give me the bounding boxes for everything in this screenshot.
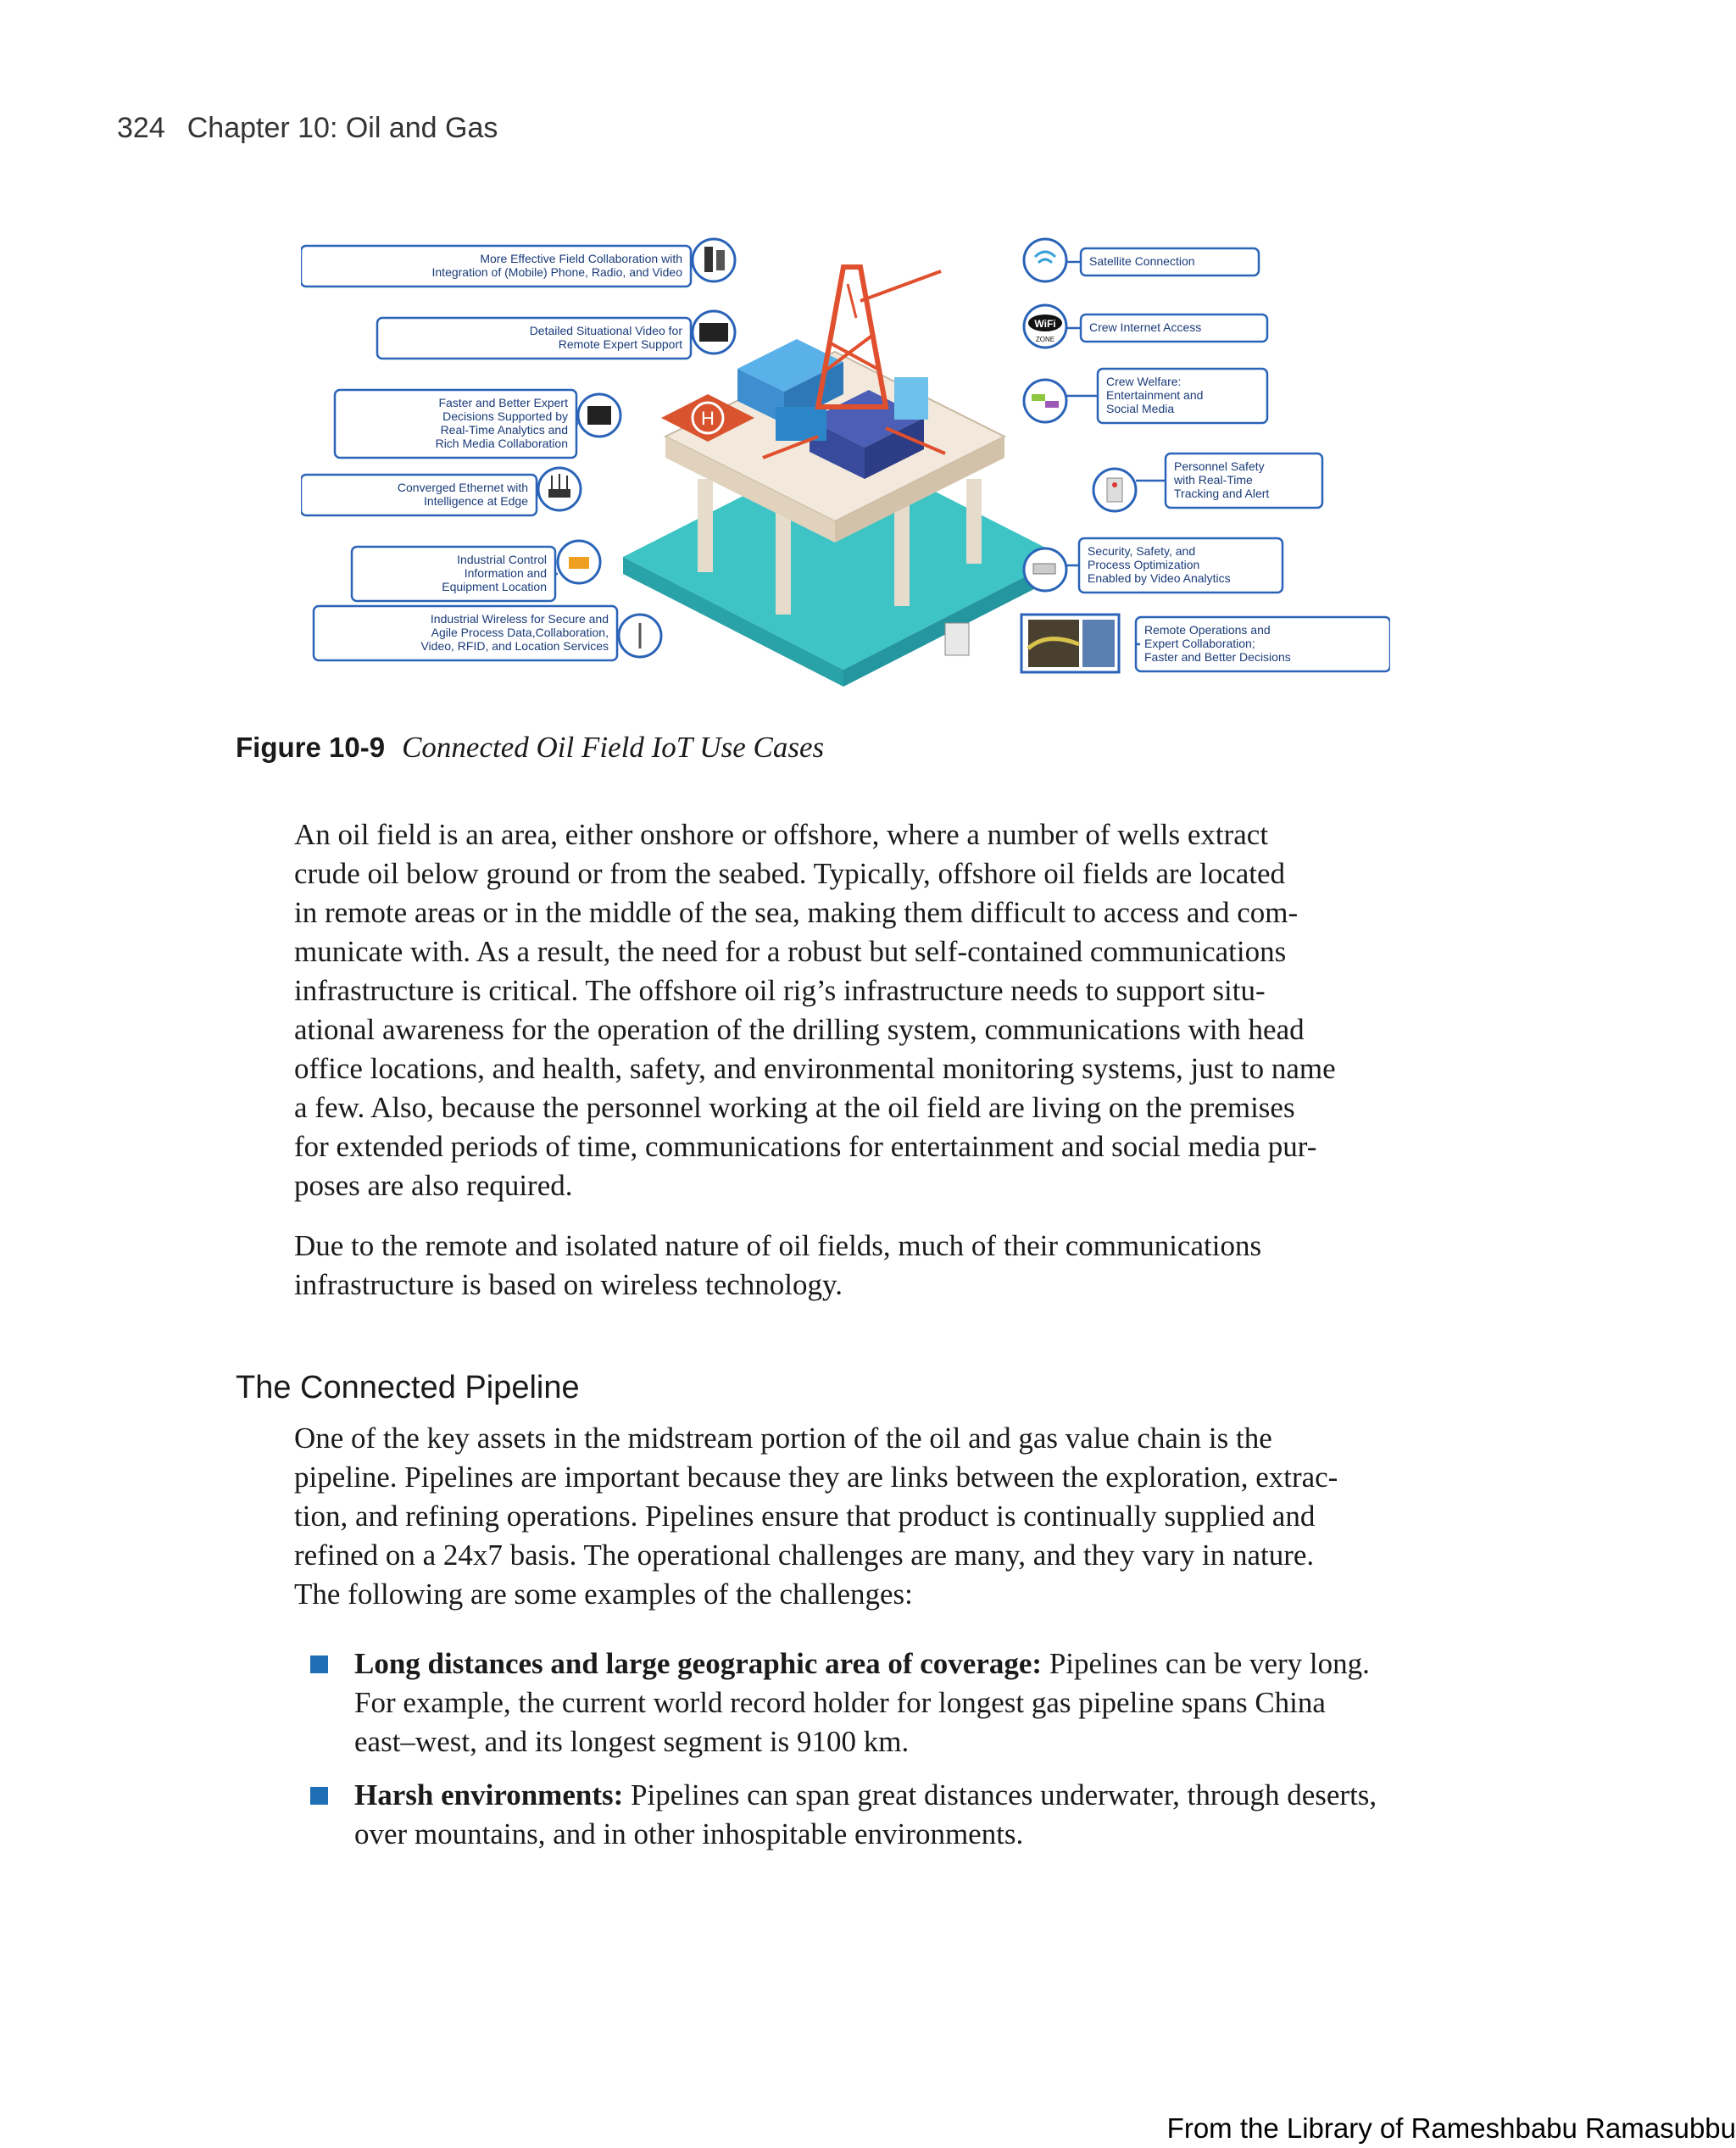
text-line: An oil field is an area, either onshore or offshore, where a number of wells extract	[294, 818, 1269, 851]
text-line: poses are also required.	[294, 1169, 573, 1202]
right-callouts	[1066, 248, 1390, 671]
callout-label: Crew Internet Access	[1089, 320, 1202, 334]
section-heading: The Connected Pipeline	[236, 1370, 580, 1405]
paragraph-pipeline	[294, 1419, 1443, 1614]
callout-label: Video, RFID, and Location Services	[420, 639, 609, 653]
callout-label: Social Media	[1106, 402, 1175, 415]
left-callouts	[301, 246, 693, 660]
callout-label: Real-Time Analytics and	[440, 423, 568, 437]
callout-label: Process Optimization	[1088, 558, 1200, 571]
figure-label: Figure 10-9	[236, 732, 386, 763]
text-line: office locations, and health, safety, and environmental monitoring systems, just to name	[294, 1052, 1336, 1085]
figure-illustration	[301, 225, 1390, 699]
callout-label: Enabled by Video Analytics	[1088, 571, 1231, 585]
wifi-zone-text: ZONE	[1035, 336, 1055, 343]
callout-label: Security, Safety, and	[1088, 544, 1196, 558]
bullet-first-line	[354, 1776, 1377, 1815]
bullet-text: Pipelines can span great distances underwater, through deserts,	[623, 1778, 1377, 1811]
text-line: infrastructure is critical. The offshore oil rig’s infrastructure needs to support situ-	[294, 974, 1266, 1007]
callout-label: More Effective Field Collaboration with	[480, 252, 682, 265]
callout-label: Equipment Location	[442, 580, 547, 593]
text-line: ational awareness for the operation of the drilling system, communications with head	[294, 1013, 1305, 1046]
callout-label: Faster and Better Decisions	[1144, 650, 1291, 664]
router-icon	[538, 468, 581, 510]
text-line: east–west, and its longest segment is 9100 km.	[354, 1725, 910, 1758]
bullet-first-line	[354, 1644, 1370, 1683]
callout-label: Personnel Safety	[1174, 459, 1265, 473]
bullet-marker	[310, 1656, 328, 1673]
callout-label: Entertainment and	[1106, 388, 1204, 402]
callout-label: with Real-Time	[1174, 473, 1253, 487]
wireless-antenna-icon	[619, 615, 661, 657]
callout-label: Industrial Control	[457, 553, 547, 566]
text-line: over mountains, and in other inhospitable environments.	[354, 1817, 1024, 1850]
text-line: a few. Also, because the personnel working at the oil field are living on the premises	[294, 1091, 1295, 1124]
bullet-marker	[310, 1787, 328, 1805]
callout-label: Tracking and Alert	[1174, 487, 1270, 500]
media-arrows-icon	[1024, 380, 1066, 422]
text-line: The following are some examples of the challenges:	[294, 1578, 913, 1611]
callout-label: Crew Welfare:	[1106, 375, 1182, 388]
callout-label: Rich Media Collaboration	[435, 437, 568, 450]
text-line: One of the key assets in the midstream portion of the oil and gas value chain is the	[294, 1422, 1272, 1455]
text-line: for extended periods of time, communications for entertainment and social media pur-	[294, 1130, 1317, 1163]
text-line: refined on a 24x7 basis. The operational challenges are many, and they vary in nature.	[294, 1539, 1315, 1572]
field-worker-image	[945, 623, 969, 655]
video-camera-icon	[693, 311, 735, 353]
bullet-term: Long distances and large geographic area of coverage:	[354, 1647, 1043, 1680]
wifi-zone-icon	[1024, 305, 1066, 348]
figure-caption	[236, 731, 824, 765]
wifi-badge-text: WiFi	[1034, 318, 1056, 330]
callout-label: Detailed Situational Video for	[529, 324, 682, 337]
library-footer: From the Library of Rameshbabu Ramasubbu	[1166, 2112, 1736, 2144]
callout-label: Faster and Better Expert	[438, 396, 568, 409]
callout-label: Remote Operations and	[1144, 623, 1271, 637]
oil-rig-diagram	[301, 225, 1390, 699]
text-line: in remote areas or in the middle of the sea, making them difficult to access and com-	[294, 896, 1299, 929]
running-header	[117, 112, 498, 145]
helipad-mark: H	[701, 408, 715, 429]
callout-label: Decisions Supported by	[442, 409, 568, 423]
paragraph-remote-nature	[294, 1227, 1443, 1305]
callout-label: Industrial Wireless for Secure and	[430, 612, 609, 626]
chapter-title: Chapter 10: Oil and Gas	[186, 112, 498, 144]
callout-label: Expert Collaboration;	[1144, 637, 1255, 650]
badge-tracker-icon	[1093, 469, 1136, 511]
radio-phone-icon	[693, 239, 735, 281]
callout-label: Converged Ethernet with	[397, 481, 528, 494]
remote-operations-image	[1021, 615, 1119, 672]
paragraph-oil-field	[294, 815, 1443, 1205]
figure-title: Connected Oil Field IoT Use Cases	[402, 731, 825, 764]
tablet-icon	[578, 394, 620, 437]
callout-label: Remote Expert Support	[558, 337, 682, 351]
security-camera-icon	[1024, 548, 1066, 591]
callout-label: Agile Process Data,Collaboration,	[431, 626, 609, 639]
bullet-text: Pipelines can be very long.	[1042, 1647, 1370, 1680]
text-line: For example, the current world record holder for longest gas pipeline spans China	[354, 1686, 1326, 1719]
callout-label: Integration of (Mobile) Phone, Radio, and Video	[431, 265, 682, 279]
text-line: tion, and refining operations. Pipelines ensure that product is continually supplied and	[294, 1500, 1316, 1533]
satellite-icon	[1024, 239, 1066, 281]
callout-label: Information and	[464, 566, 547, 580]
text-line: pipeline. Pipelines are important because they are links between the exploration, extrac-	[294, 1461, 1338, 1494]
bullet-term: Harsh environments:	[354, 1778, 624, 1811]
text-line: infrastructure is based on wireless technology.	[294, 1268, 843, 1301]
text-line: Due to the remote and isolated nature of oil fields, much of their communications	[294, 1229, 1262, 1262]
text-line: crude oil below ground or from the seabed. Typically, offshore oil fields are located	[294, 857, 1286, 890]
page-number: 324	[117, 112, 165, 144]
rfid-tag-icon	[558, 541, 600, 583]
callout-label: Intelligence at Edge	[424, 494, 528, 508]
callout-label: Satellite Connection	[1089, 254, 1195, 268]
text-line: municate with. As a result, the need for a robust but self-contained communications	[294, 935, 1287, 968]
